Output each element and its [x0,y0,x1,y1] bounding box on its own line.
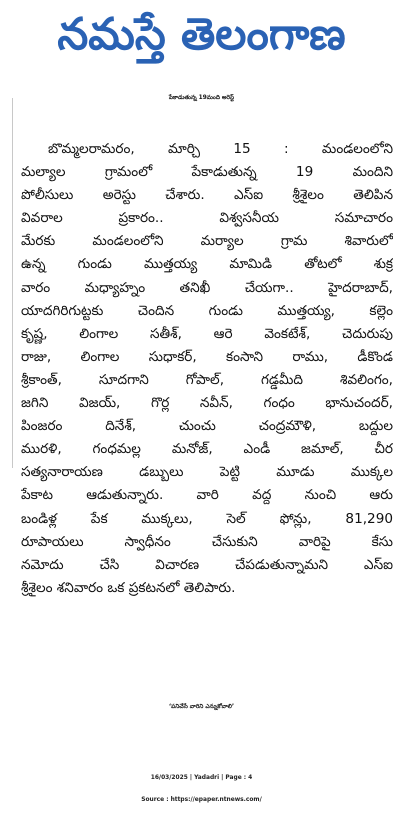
article-line: బండిళ్ల పేక ముక్కలు, సెల్ ఫోన్లు, 81,290 [21,510,393,527]
article-line: ఉన్న గుండు ముత్తయ్య మామిడి తోటలో శుక్ర [21,256,393,273]
article-line: మేరకు మండలంలోని మర్యాల గ్రామ శివారులో [21,233,393,250]
article-line: కృష్ణ, లింగాల సతీశ్, ఆరె వెంకటేశ్, చెదురుపు [21,325,393,342]
article-line: మురళి, గంధమల్ల మనోజ్, ఎండీ జమాల్, చీర [21,441,393,458]
article-line: వారం మధ్యాహ్నం తనిఖీ చేయగా.. హైదరాబాద్, [21,279,393,296]
cropped-text-line [22,738,382,744]
article-body [21,138,393,600]
article-line: పింజరం దినేశ్, చుంచు చంద్రమౌళి, బద్దుల [21,418,393,435]
article-line: పేకాట ఆడుతున్నారు. వారి వద్ద నుంచి ఆరు [21,487,393,504]
article-line: సత్యనారాయణ డబ్బులు పెట్టి మూడు ముక్కల [21,464,393,481]
page-footer [0,770,403,836]
next-article-headline: ‘పనిచేసే వారిని ఎన్నుకోవాలి’ [168,704,235,710]
article-line: రాజు, లింగాల సుధాకర్, కంసాని రాము, డీకొండ [21,348,393,365]
article-line: నమోదు చేసి విచారణ చేపడుతున్నామని ఎస్ఐ [21,556,393,573]
source-link[interactable]: Source : https://epaper.ntnews.com/ [141,797,262,803]
article-line: బొమ్మలరామరం, మార్చి 15 : మండలంలోని [48,141,393,157]
article-line: జగిని విజయ్, గొర్ల నవీన్, గంధం భానుచందర్, [21,395,393,412]
article-line: శ్రీకాంత్, సూదగాని గోపాల్, గడ్డమీది శివలింగం, [21,371,393,388]
article-line: రూపాయలు స్వాధీనం చేసుకుని వారిపై కేసు [21,533,393,550]
article-line: వివరాల ప్రకారం.. విశ్వసనీయ సమాచారం [21,210,393,227]
article-line: మల్యాల గ్రామంలో పేకాడుతున్న 19 మందిని [21,164,393,181]
masthead-title: నమస్తే తెలంగాణ [57,9,346,60]
column-divider [12,98,13,468]
article-line: శ్రీశైలం శనివారం ఒక ప్రకటనలో తెలిపారు. [21,579,236,596]
edition-info: 16/03/2025 | Yadadri | Page : 4 [150,775,253,781]
article-line: యాదగిరిగుట్టకు చెందిన గుండు ముత్తయ్య, కల్లెం [21,302,393,319]
newspaper-masthead [0,0,403,80]
article-headline: పేకాడుతున్న 19మంది అరెస్ట్ [168,95,235,101]
article-line: పోలీసులు అరెస్టు చేశారు. ఎస్ఐ శ్రీశైలం తెలిపిన [21,187,393,204]
